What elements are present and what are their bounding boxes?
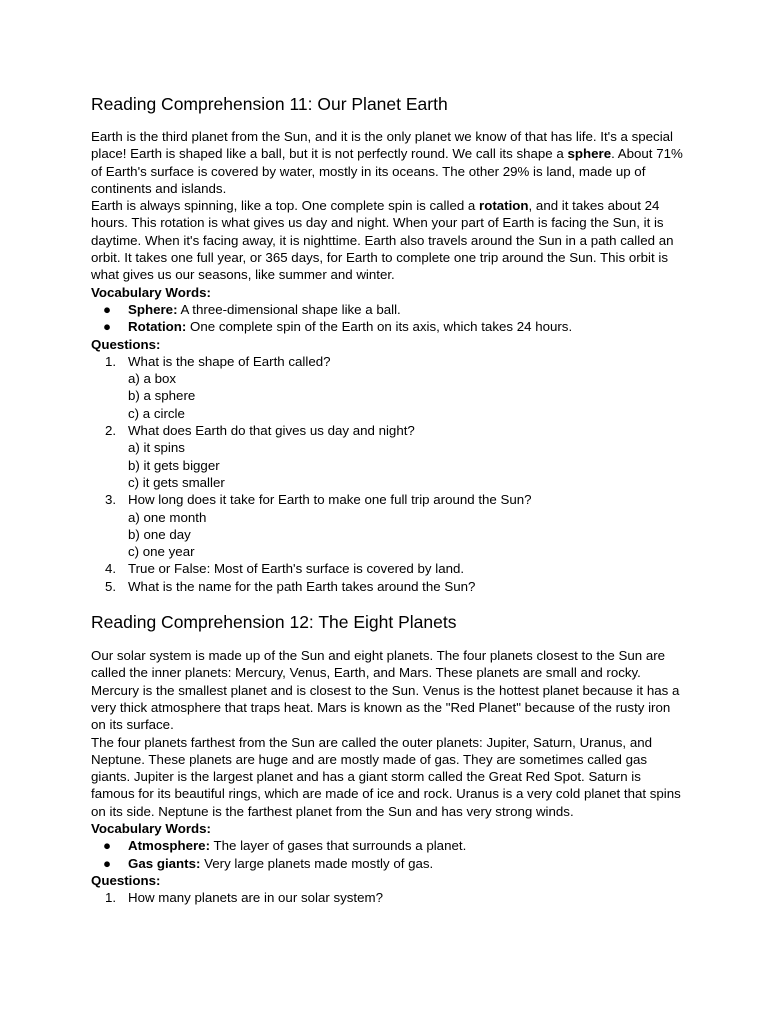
vocab-definition: A three-dimensional shape like a ball.	[177, 301, 401, 317]
vocab-list	[91, 301, 686, 336]
question-number: 3.	[105, 492, 117, 508]
questions-list	[91, 889, 686, 906]
questions-heading: Questions:	[91, 336, 161, 352]
bullet-icon: ●	[103, 301, 112, 317]
text-run: . About 71% of Earth's surface is covered by water, mostly in its oceans. The other 29% is land, made up of continents and islands.	[91, 146, 683, 196]
questions-heading: Questions:	[91, 872, 161, 888]
answer-option: b) one day	[128, 526, 191, 542]
paragraph	[91, 128, 686, 197]
question-number: 1.	[105, 890, 117, 906]
question-number: 4.	[105, 561, 117, 577]
text-run: , and it takes about 24 hours. This rotation is what gives us day and night. When your part of Earth is facing the Sun, it is daytime. When it's facing away, it is nighttime. Earth also travels around the Sun in a path called an orbit. It takes one full year, or 365 days, for Earth to complete one trip around the Sun. This orbit is what gives us our seasons, like summer and winter.	[91, 198, 674, 283]
paragraph: The four planets farthest from the Sun are called the outer planets: Jupiter, Saturn, Uranus, and Neptune. These planets are huge and are mostly made of gas. They are sometimes called gas giants. Jupiter is the largest planet and has a giant storm called the Great Red Spot. Saturn is famous for its beautiful rings, which are made of ice and rock. Uranus is a very cold planet that spins on its side. Neptune is the farthest planet from the Sun and has very strong winds.	[91, 734, 681, 819]
question-item	[91, 560, 686, 577]
answer-option: c) a circle	[128, 405, 185, 421]
question-number: 2.	[105, 423, 117, 439]
answer-option: a) it spins	[128, 440, 185, 456]
bullet-icon: ●	[103, 855, 112, 871]
vocab-heading: Vocabulary Words:	[91, 820, 211, 836]
vocab-definition: Very large planets made mostly of gas.	[200, 855, 434, 871]
paragraph	[91, 197, 686, 283]
vocab-list	[91, 837, 686, 872]
questions-list	[91, 353, 686, 595]
question-text: True or False: Most of Earth's surface is covered by land.	[128, 561, 465, 577]
section-title: Reading Comprehension 12: The Eight Planets	[91, 612, 457, 633]
document-content	[91, 92, 686, 906]
vocab-item	[91, 301, 686, 318]
vocab-item	[91, 855, 686, 872]
question-item	[91, 353, 686, 422]
answer-option: c) it gets smaller	[128, 474, 225, 490]
vocab-term: Atmosphere:	[128, 838, 211, 854]
vocab-item	[91, 318, 686, 335]
vocab-heading: Vocabulary Words:	[91, 284, 211, 300]
vocab-term: Sphere:	[128, 301, 178, 317]
section-title: Reading Comprehension 11: Our Planet Earth	[91, 94, 448, 114]
paragraph: Our solar system is made up of the Sun and eight planets. The four planets closest to the Sun are called the inner planets: Mercury, Venus, Earth, and Mars. These planets are small and rocky. Mercury is the smallest planet and is closest to the Sun. Venus is the hottest planet because it has a very thick atmosphere that traps heat. Mars is known as the "Red Planet" because of the rusty iron on its surface.	[91, 648, 680, 733]
bold-term: sphere	[567, 146, 612, 162]
answer-option: a) a box	[128, 371, 177, 387]
question-text: What is the name for the path Earth takes around the Sun?	[128, 578, 476, 594]
question-text: How many planets are in our solar system?	[128, 890, 383, 906]
question-number: 5.	[105, 578, 117, 594]
question-text: What is the shape of Earth called?	[128, 353, 331, 369]
question-item	[91, 491, 686, 560]
text-run: Earth is always spinning, like a top. One complete spin is called a	[91, 198, 480, 214]
answer-option: b) it gets bigger	[128, 457, 220, 473]
question-item	[91, 889, 686, 906]
vocab-definition: The layer of gases that surrounds a planet.	[210, 838, 467, 854]
vocab-definition: One complete spin of the Earth on its axis, which takes 24 hours.	[186, 319, 573, 335]
question-item	[91, 578, 686, 595]
answer-option: a) one month	[128, 509, 207, 525]
vocab-item	[91, 837, 686, 854]
answer-option: c) one year	[128, 544, 195, 560]
question-text: What does Earth do that gives us day and night?	[128, 423, 415, 439]
vocab-term: Rotation:	[128, 319, 187, 335]
question-number: 1.	[105, 353, 117, 369]
bullet-icon: ●	[103, 838, 112, 854]
question-item	[91, 422, 686, 491]
text-run: Earth is the third planet from the Sun, and it is the only planet we know of that has life. It's a special place! Earth is shaped like a ball, but it is not perfectly round. We call its shape a	[91, 129, 674, 162]
vocab-term: Gas giants:	[128, 855, 201, 871]
answer-option: b) a sphere	[128, 388, 196, 404]
bold-term: rotation	[479, 198, 529, 214]
bullet-icon: ●	[103, 319, 112, 335]
question-text: How long does it take for Earth to make one full trip around the Sun?	[128, 492, 532, 508]
